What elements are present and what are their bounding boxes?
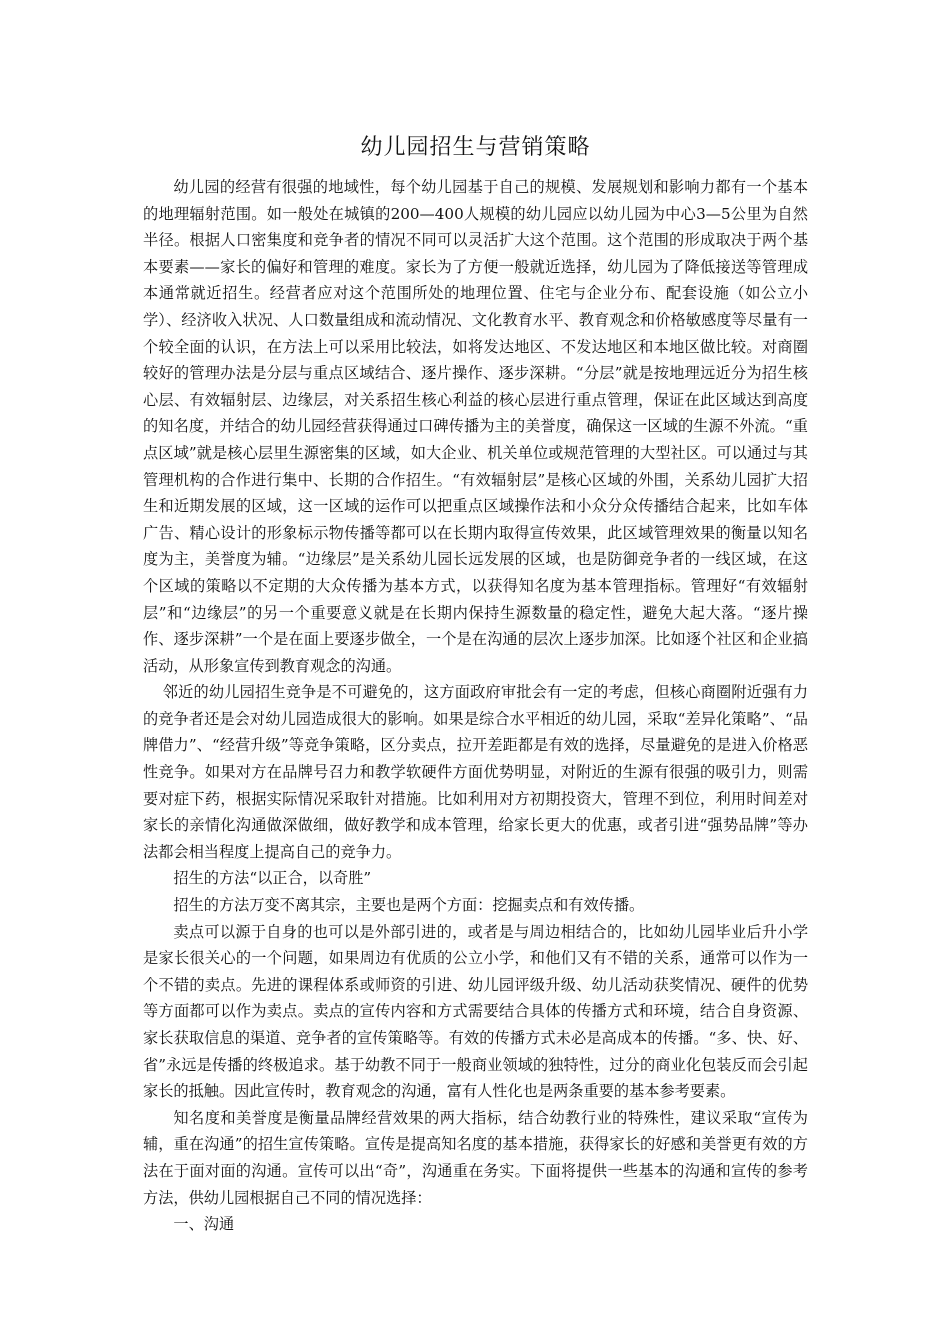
paragraph-competition: 邻近的幼儿园招生竞争是不可避免的，这方面政府审批会有一定的考虑，但核心商圈附近强有力的竞争者还是会对幼儿园造成很大的影响。如果是综合水平相近的幼儿园，采取“差异化策略”、“品牌借力”、“经营升级”等竞争策略，区分卖点，拉开差距都是有效的选择，尽量避免的是进入价格恶性竞争。如果对方在品牌号召力和教学软硬件方面优势明显，对附近的生源有很强的吸引力，则需要对症下药，根据实际情况采取针对措施。比如利用对方初期投资大，管理不到位，利用时间差对家长的亲情化沟通做深做细，做好教学和成本管理，给家长更大的优惠，或者引进“强势品牌”等办法都会相当程度上提高自己的竞争力。 [143,683,808,861]
paragraph-reputation: 知名度和美誉度是衡量品牌经营效果的两大指标，结合幼教行业的特殊性，建议采取“宣传为辅，重在沟通”的招生宣传策略。宣传是提高知名度的基本措施，获得家长的好感和美誉更有效的方法在于面对面的沟通。宣传可以出“奇”，沟通重在务实。下面将提供一些基本的沟通和宣传的参考方法，供幼儿园根据自己不同的情况选择： [143,1108,808,1207]
paragraph-trade-area: 幼儿园的经营有很强的地域性，每个幼儿园基于自己的规模、发展规划和影响力都有一个基本的地理辐射范围。如一般处在城镇的200—400人规模的幼儿园应以幼儿园为中心3—5公里为自然半径。根据人口密集度和竞争者的情况不同可以灵活扩大这个范围。这个范围的形成取决于两个基本要素——家长的偏好和管理的难度。家长为了方便一般就近选择，幼儿园为了降低接送等管理成本通常就近招生。经营者应对这个范围所处的地理位置、住宅与企业分布、配套设施（如公立小学）、经济收入状况、人口数量组成和流动情况、文化教育水平、教育观念和价格敏感度等尽量有一个较全面的认识，在方法上可以采用比较法，如将发达地区、不发达地区和本地区做比较。对商圈较好的管理办法是分层与重点区域结合、逐片操作、逐步深耕。“分层”就是按地理远近分为招生核心层、有效辐射层、边缘层，对关系招生核心利益的核心层进行重点管理，保证在此区域达到高度的知名度，并结合的幼儿园经营获得通过口碑传播为主的美誉度，确保这一区域的生源不外流。“重点区域”就是核心层里生源密集的区域，如大企业、机关单位或规范管理的大型社区。可以通过与其管理机构的合作进行集中、长期的合作招生。“有效辐射层”是核心区域的外围，关系幼儿园扩大招生和近期发展的区域，这一区域的运作可以把重点区域操作法和小众分众传播结合起来，比如车体广告、精心设计的形象标示物传播等都可以在长期内取得宣传效果，此区域管理效果的衡量以知名度为主，美誉度为辅。“边缘层”是关系幼儿园长远发展的区域，也是防御竞争者的一线区域，在这个区域的策略以不定期的大众传播为基本方式，以获得知名度为基本管理指标。管理好“有效辐射层”和“边缘层”的另一个重要意义就是在长期内保持生源数量的稳定性，避免大起大落。“逐片操作、逐步深耕”一个是在面上要逐步做全，一个是在沟通的层次上逐步加深。比如逐个社区和企业搞活动，从形象宣传到教育观念的沟通。 [143,178,808,675]
document-title: 幼儿园招生与营销策略 [360,135,591,160]
paragraph-enrollment-method-heading: 招生的方法“以正合，以奇胜” [173,869,372,888]
paragraph-enrollment-method-summary: 招生的方法万变不离其宗，主要也是两个方面：挖掘卖点和有效传播。 [173,896,645,915]
document-page [143,128,808,1238]
paragraph-selling-points: 卖点可以源于自身的也可以是外部引进的，或者是与周边相结合的，比如幼儿园毕业后升小学是家长很关心的一个问题，如果周边有优质的公立小学，和他们又有不错的关系，通常可以作为一个不错的卖点。先进的课程体系或师资的引进、幼儿园评级升级、幼儿活动获奖情况、硬件的优势等方面都可以作为卖点。卖点的宣传内容和方式需要结合具体的传播方式和环境，结合自身资源、家长获取信息的渠道、竞争者的宣传策略等。有效的传播方式未必是高成本的传播。“多、快、好、省”永远是传播的终极追求。基于幼教不同于一般商业领域的独特性，过分的商业化包装反而会引起家长的抵触。因此宣传时，教育观念的沟通，富有人性化也是两条重要的基本参考要素。 [143,922,808,1101]
section-heading-communication: 一、沟通 [173,1215,235,1234]
